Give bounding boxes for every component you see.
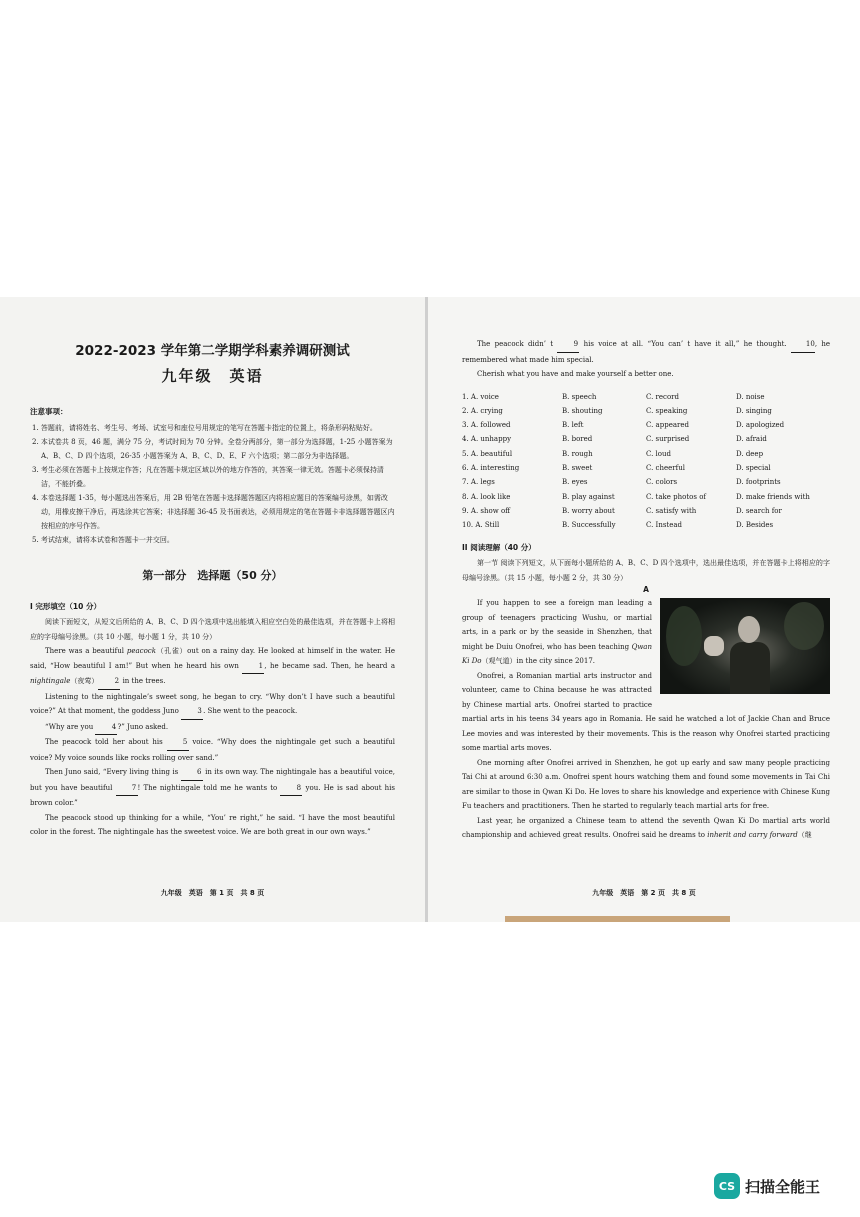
notice-item: 5. 考试结束，请将本试卷和答题卡一并交回。 [32,536,174,544]
passage-label: A [643,585,649,595]
cloze-paragraph: There was a beautiful peacock（孔雀）out on a rainy day. He looked at himself in the water. He said, “How beautiful I am!” But when he heard his own 1, he became sad. Then, he heard a nightingale（夜莺） 2 in the trees. [30,644,395,690]
notice-list [30,421,395,547]
scanner-watermark [714,1170,840,1202]
option-row: 4. A. unhappy B. bored C. surprised D. afraid [462,435,767,444]
notice-item: 3. 考生必须在答题卡上按规定作答；凡在答题卡规定区域以外的地方作答的，其答案一律无效。答题卡必须保持清洁，不能折叠。 [32,466,384,488]
exam-subtitle: 九年级 英语 [161,367,264,385]
blank-1: 1 [242,659,264,675]
blank-4: 4 [95,720,117,736]
cloze-options-table [462,390,830,533]
option-row: 6. A. interesting B. sweet C. cheerful D. special [462,463,771,472]
watermark-text: 扫描全能王 [745,1177,821,1196]
option-row: 8. A. look like B. play against C. take photos of D. make friends with [462,492,810,501]
scan-edge-strip [505,916,730,922]
option-row: 1. A. voice B. speech C. record D. noise [462,392,765,401]
exam-title: 2022-2023 学年第二学期学科素养调研测试 [75,343,350,359]
cloze-paragraph: The peacock told her about his 5 voice. “Why does the nightingale get such a beautiful voice? My voice sounds like rocks rolling over sand.” [30,735,395,765]
notice-heading: 注意事项： [30,407,68,416]
cloze-section-title: I 完形填空（10 分） [30,602,101,611]
page-footer: 九年级 英语 第 2 页 共 8 页 [592,889,696,897]
exam-page-1 [0,297,425,922]
blank-9: 9 [557,337,579,353]
camscanner-logo-icon: CS [714,1173,740,1199]
blank-10: 10 [791,337,815,353]
cloze-paragraph: Cherish what you have and make yourself a better one. [477,370,674,378]
blank-7: 7 [116,781,138,797]
reading-paragraph: Onofrei, a Romanian martial arts instructor and volunteer, came to China because he was attracted by Chinese martial arts. Onofrei started to practice martial arts in his teens 34 years ago in Romania. He said he watched a lot of Jackie Chan and Bruce Lee movies and was interested by their movements. This is the reason why Onofrei started practicing some martial arts moves. [462,671,830,753]
blank-3: 3 [181,704,203,720]
reading-paragraph: One morning after Onofrei arrived in Shenzhen, he got up early and saw many people practicing Tai Chi at around 6:30 a.m. Onofrei spent hours watching them and found some movements in Tai Chi are similar to those in Qwan Ki Do. He loves to share his knowledge and experience with Chinese Kung Fu teachers and practitioners. Then he started to regularly teach martial arts for free. [462,758,830,811]
option-row: 9. A. show off B. worry about C. satisfy with D. search for [462,506,782,515]
option-row: 2. A. crying B. shouting C. speaking D. singing [462,406,772,415]
cloze-paragraph: The peacock didn’ t 9 his voice at all. “You can’ t have it all,” he thought. 10, he remembered what made him special. [462,337,830,367]
reading-paragraph: If you happen to see a foreign man leading a group of teenagers practicing Wushu, or martial arts, in a park or by the seaside in Shenzhen, that might be Duiu Onofrei, who has been teaching Qwan Ki Do（观气道）in the city since 2017. [462,599,652,666]
blank-6: 6 [181,765,203,781]
option-row: 7. A. legs B. eyes C. colors D. footprints [462,478,781,487]
option-row: 3. A. followed B. left C. appeared D. apologized [462,421,785,430]
page-footer: 九年级 英语 第 1 页 共 8 页 [160,889,265,897]
blank-5: 5 [167,735,189,751]
exam-page-2 [428,297,860,922]
blank-2: 2 [98,674,120,690]
reading-section-title: II 阅读理解（40 分） [462,543,536,553]
cloze-paragraph: The peacock stood up thinking for a while, “You’ re right,” he said. “I have the most beautiful color in the forest. The nightingale has the sweetest voice. We are both great in our own ways.” [30,813,395,836]
cloze-paragraph: Listening to the nightingale’s sweet song, he began to cry. “Why don’t I have such a beautiful voice?” At that moment, the goddess Juno 3. She went to the peacock. [30,690,395,720]
martial-arts-photo [660,598,830,694]
cloze-instruction: 阅读下面短文，从短文后所给的 A、B、C、D 四个选项中选出能填入相应空白处的最佳选项，并在答题卡上将相应的字母编号涂黑。（共 10 小题，每小题 1 分，共 10 分） [30,618,395,641]
notice-item: 1. 答题前，请将姓名、考生号、考场、试室号和座位号用规定的笔写在答题卡指定的位置上，将条形码粘贴好。 [32,424,377,432]
reading-paragraph: Last year, he organized a Chinese team to attend the seventh Qwan Ki Do martial arts world championship and achieved great results. Onofrei said he dreams to inherit and carry forward（继 [462,816,830,840]
notice-item: 4. 本卷选择题 1-35，每小题选出答案后，用 2B 铅笔在答题卡选择题答题区内将相应题目的答案编号涂黑，如需改动，用橡皮擦干净后，再选涂其它答案；非选择题 36-45 及书面表达，必须用规定的笔在答题卡非选择题答题区内按相应的序号作答。 [32,494,395,530]
blank-8: 8 [280,781,302,797]
part-one-title: 第一部分 选择题（50 分） [142,569,283,582]
option-row: 5. A. beautiful B. rough C. loud D. deep [462,449,764,458]
option-row: 10. A. Still B. Successfully C. Instead D. Besides [462,521,774,530]
cloze-paragraph: Then Juno said, “Every living thing is 6 in its own way. The nightingale has a beautiful voice, but you have beautiful 7! The nightingale told me he wants to 8 you. He is sad about his brown color.” [30,765,395,811]
reading-instruction: 第一节 阅读下列短文，从下面每小题所给的 A、B、C、D 四个选项中，选出最佳选项，并在答题卡上将相应的字母编号涂黑。（共 15 小题，每小题 2 分，共 30 分） [462,559,830,582]
cloze-paragraph: “Why are you 4?” Juno asked. [30,720,395,736]
notice-item: 2. 本试卷共 8 页，46 题，满分 75 分，考试时间为 70 分钟。全卷分两部分，第一部分为选择题，1-25 小题答案为 A、B、C、D 四个选项，26-35 小题答案为 A、B、C、D、E、F 六个选项；第二部分为非选择题。 [32,438,393,460]
